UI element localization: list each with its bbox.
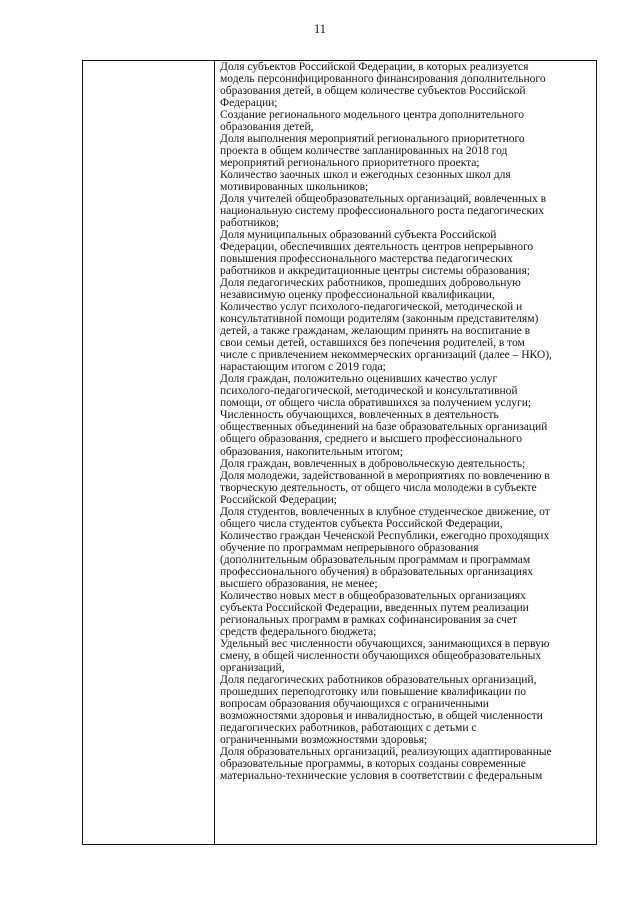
text-line: числе с привлечением некоммерческих организаций (далее – НКО), bbox=[220, 349, 552, 362]
text-line: Количество граждан Чеченской Республики, ежегодно проходящих bbox=[220, 529, 550, 542]
text-line: Доля граждан, положительно оценивших качество услуг bbox=[220, 373, 498, 386]
table-left-cell bbox=[83, 61, 215, 844]
text-line: общего образования, среднего и высшего профессионального bbox=[220, 433, 523, 446]
text-line: Доля педагогических работников образовательных организаций, bbox=[220, 673, 537, 686]
text-line: образовательные программы, в которых созданы современные bbox=[220, 757, 526, 770]
text-line: общественных объединений на базе образовательных организаций bbox=[220, 421, 548, 434]
text-line: Российской Федерации; bbox=[220, 493, 337, 506]
text-line: организаций, bbox=[220, 661, 285, 674]
text-line: (дополнительным образовательным программам и программам bbox=[220, 553, 531, 566]
text-line: Доля учителей общеобразовательных организаций, вовлеченных в bbox=[220, 193, 547, 206]
text-line: консультативной помощи родителям (законным представителям) bbox=[220, 313, 539, 326]
text-line: Доля муниципальных образований субъекта Российской bbox=[220, 229, 497, 242]
text-line: Доля педагогических работников, прошедших добровольную bbox=[220, 277, 521, 290]
text-line: субъекта Российской Федерации, введенных путем реализации bbox=[220, 601, 529, 614]
text-line: нарастающим итогом с 2019 года; bbox=[220, 361, 386, 374]
table-right-cell bbox=[215, 61, 596, 844]
text-line: Доля граждан, вовлеченных в добровольческую деятельность; bbox=[220, 457, 526, 470]
text-line: Доля выполнения мероприятий регионального приоритетного bbox=[220, 133, 525, 146]
text-line: мотивированных школьников; bbox=[220, 181, 369, 194]
text-line: Количество новых мест в общеобразовательных организациях bbox=[220, 589, 526, 602]
text-line: Доля субъектов Российской Федерации, в которых реализуется bbox=[220, 61, 529, 73]
text-line: творческую деятельность, от общего числа молодежи в субъекте bbox=[220, 481, 537, 494]
text-line: модель персонифицированного финансирования дополнительного bbox=[220, 73, 546, 86]
text-line: детей, а также гражданам, желающим принять на воспитание в bbox=[220, 325, 531, 338]
text-line: Создание регионального модельного центра дополнительного bbox=[220, 109, 524, 122]
text-line: свои семьи детей, оставшихся без попечения родителей, в том bbox=[220, 337, 525, 350]
text-line: Численность обучающихся, вовлеченных в деятельность bbox=[220, 409, 499, 422]
text-line: общего числа студентов субъекта Российской Федерации, bbox=[220, 517, 503, 530]
text-line: Количество услуг психолого-педагогической, методической и bbox=[220, 301, 523, 314]
text-line: национальную систему профессионального роста педагогических bbox=[220, 205, 544, 218]
indicators-table bbox=[82, 60, 597, 845]
text-line: проекта в общем количестве запланированных на 2018 год bbox=[220, 145, 508, 158]
text-line: образования, накопительным итогом; bbox=[220, 445, 403, 458]
text-line: Доля студентов, вовлеченных в клубное студенческое движение, от bbox=[220, 505, 550, 518]
page-number: 11 bbox=[313, 22, 327, 36]
text-line: смену, в общей численности обучающихся общеобразовательных bbox=[220, 649, 542, 662]
text-line: образования детей, bbox=[220, 121, 314, 134]
text-line: обучение по программам непрерывного образования bbox=[220, 541, 479, 554]
text-line: материально-технические условия в соответствии с федеральным bbox=[220, 769, 543, 782]
text-line: Количество заочных школ и ежегодных сезонных школ для bbox=[220, 169, 511, 182]
text-line: повышения профессионального мастерства педагогических bbox=[220, 253, 513, 266]
text-line: региональных программ в рамках софинансирования за счет bbox=[220, 613, 518, 626]
text-line: Доля образовательных организаций, реализующих адаптированные bbox=[220, 745, 552, 758]
text-line: работников; bbox=[220, 217, 279, 230]
text-line: работников и аккредитационные центры системы образования; bbox=[220, 265, 530, 278]
text-line: психолого-педагогической, методической и консультативной bbox=[220, 385, 518, 398]
text-line: независимую оценку профессиональной квалификации, bbox=[220, 289, 495, 302]
text-line: Федерации, обеспечивших деятельность центров непрерывного bbox=[220, 241, 534, 254]
text-line: Федерации; bbox=[220, 97, 278, 110]
text-line: образования детей, в общем количестве субъектов Российской bbox=[220, 85, 526, 98]
text-line: профессионального обучения) в образовательных организациях bbox=[220, 565, 533, 578]
text-line: возможностями здоровья и инвалидностью, в общей численности bbox=[220, 709, 543, 722]
text-line: ограниченными возможностями здоровья; bbox=[220, 733, 428, 746]
text-line: Доля молодежи, задействованной в мероприятиях по вовлечению в bbox=[220, 469, 550, 482]
text-line: высшего образования, не менее; bbox=[220, 577, 378, 590]
text-line: помощи, от общего числа обратившихся за получением услуги; bbox=[220, 397, 532, 410]
text-line: средств федерального бюджета; bbox=[220, 625, 377, 638]
text-line: мероприятий регионального приоритетного проекта; bbox=[220, 157, 480, 170]
text-line: прошедших переподготовку или повышение квалификации по bbox=[220, 685, 526, 698]
text-line: педагогических работников, работающих с детьми с bbox=[220, 721, 477, 734]
text-line: вопросам образования обучающихся с ограниченными bbox=[220, 697, 489, 710]
text-line: Удельный вес численности обучающихся, занимающихся в первую bbox=[220, 637, 550, 650]
